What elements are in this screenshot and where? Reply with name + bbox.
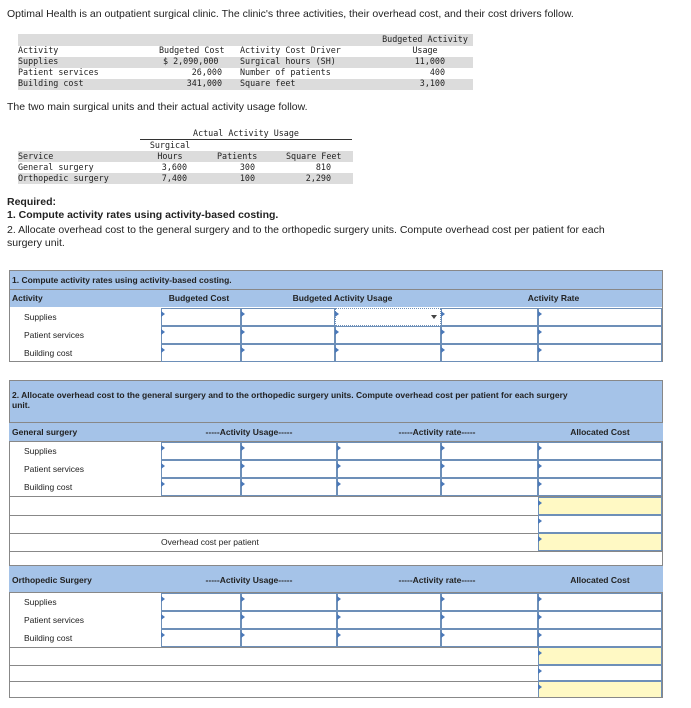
ortho-patient-usage-input[interactable] xyxy=(161,611,241,629)
patients-general: 300 xyxy=(239,162,255,172)
usage-building: 3,100 xyxy=(419,78,445,88)
general-supplies-rate-input[interactable] xyxy=(337,442,441,460)
ortho-per-patient-input[interactable] xyxy=(538,681,662,698)
hours-ortho: 7,400 xyxy=(161,173,187,183)
sqft-general: 810 xyxy=(315,162,331,172)
part1-row-building-cost: Building cost xyxy=(24,348,73,358)
ortho-row-building-cost: Building cost xyxy=(24,633,73,643)
budgeted-cost-header: Budgeted Cost xyxy=(159,45,225,55)
ortho-total-cost-input[interactable] xyxy=(538,647,662,665)
ortho-supplies-usage-input[interactable] xyxy=(161,593,241,611)
part1-patient-usage-input[interactable] xyxy=(241,326,335,344)
general-row-patient-services: Patient services xyxy=(24,464,84,474)
hours-general: 3,600 xyxy=(161,162,187,172)
overhead-per-patient-label: Overhead cost per patient xyxy=(161,537,259,547)
driver-building: Square feet xyxy=(240,78,296,88)
general-building-rate-input[interactable] xyxy=(337,478,441,496)
general-cost-header: Allocated Cost xyxy=(570,427,630,437)
part1-patient-rate-unit-input[interactable] xyxy=(538,326,662,344)
general-surgery-label: General surgery xyxy=(12,427,78,437)
driver-patient-services: Number of patients xyxy=(240,67,331,77)
general-patient-rate-unit-input[interactable] xyxy=(441,460,538,478)
activity-row-supplies: Supplies xyxy=(18,56,59,66)
usage-header-line2: Usage xyxy=(412,45,438,55)
cost-supplies: $ 2,090,000 xyxy=(163,56,219,66)
part1-building-rate-input[interactable] xyxy=(441,344,538,362)
surgical-header-line1: Surgical xyxy=(149,140,191,150)
part1-supplies-rate-input[interactable] xyxy=(441,308,538,326)
part1-supplies-usage-input[interactable] xyxy=(241,308,335,326)
part1-rate-header: Activity Rate xyxy=(527,293,580,303)
part1-patient-rate-input[interactable] xyxy=(441,326,538,344)
part1-building-cost-input[interactable] xyxy=(161,344,241,362)
activity-header: Activity xyxy=(18,45,59,55)
ortho-supplies-rate-unit-input[interactable] xyxy=(441,593,538,611)
part1-supplies-rate-unit-input[interactable] xyxy=(538,308,662,326)
ortho-building-rate-input[interactable] xyxy=(337,629,441,647)
part2-title-line1: 2. Allocate overhead cost to the general surgery and to the orthopedic surgery units. Compute overhead cost per patient for each surgery xyxy=(12,390,568,400)
service-orthopedic-surgery: Orthopedic surgery xyxy=(18,173,109,183)
required-title: Required: xyxy=(7,196,57,208)
ortho-patients-input[interactable] xyxy=(538,665,662,681)
general-building-cost-input[interactable] xyxy=(538,478,662,496)
chevron-down-icon xyxy=(431,315,437,319)
part1-budgeted-cost-header: Budgeted Cost xyxy=(168,293,230,303)
general-building-usage-unit-input[interactable] xyxy=(241,478,337,496)
general-patients-input[interactable] xyxy=(538,515,662,533)
general-building-rate-unit-input[interactable] xyxy=(441,478,538,496)
sqft-ortho: 2,290 xyxy=(305,173,331,183)
part1-row-patient-services: Patient services xyxy=(24,330,84,340)
general-building-usage-input[interactable] xyxy=(161,478,241,496)
activity-row-building-cost: Building cost xyxy=(18,78,84,88)
part1-patient-unit-input[interactable] xyxy=(335,326,441,344)
general-supplies-usage-unit-input[interactable] xyxy=(241,442,337,460)
ortho-building-rate-unit-input[interactable] xyxy=(441,629,538,647)
usage-group-header: Actual Activity Usage xyxy=(193,128,299,138)
general-patient-rate-input[interactable] xyxy=(337,460,441,478)
required-item-2-line1: 2. Allocate overhead cost to the general surgery and to the orthopedic surgery units. Compute overhead cost per patient for each xyxy=(7,224,605,236)
part1-supplies-unit-dropdown[interactable] xyxy=(335,308,441,326)
usage-supplies: 11,000 xyxy=(414,56,445,66)
cost-driver-header: Activity Cost Driver xyxy=(240,45,341,55)
general-per-patient-input[interactable] xyxy=(538,533,662,551)
part1-building-rate-unit-input[interactable] xyxy=(538,344,662,362)
ortho-supplies-usage-unit-input[interactable] xyxy=(241,593,337,611)
part1-title: 1. Compute activity rates using activity-based costing. xyxy=(12,275,232,285)
usage-intro-text: The two main surgical units and their actual activity usage follow. xyxy=(7,101,308,113)
ortho-building-usage-input[interactable] xyxy=(161,629,241,647)
ortho-row-patient-services: Patient services xyxy=(24,615,84,625)
part1-building-unit-input[interactable] xyxy=(335,344,441,362)
ortho-patient-rate-input[interactable] xyxy=(337,611,441,629)
general-total-cost-input[interactable] xyxy=(538,497,662,515)
usage-patient-services: 400 xyxy=(429,67,445,77)
part1-supplies-cost-input[interactable] xyxy=(161,308,241,326)
intro-text: Optimal Health is an outpatient surgical clinic. The clinic's three activities, their overhead cost, and their cost drivers follow. xyxy=(7,8,574,20)
ortho-patient-cost-input[interactable] xyxy=(538,611,662,629)
service-header: Service xyxy=(18,151,54,161)
driver-supplies: Surgical hours (SH) xyxy=(240,56,336,66)
patients-ortho: 100 xyxy=(239,173,255,183)
ortho-row-supplies: Supplies xyxy=(24,597,57,607)
ortho-building-cost-input[interactable] xyxy=(538,629,662,647)
general-rate-header: -----Activity rate----- xyxy=(398,427,476,437)
general-supplies-cost-input[interactable] xyxy=(538,442,662,460)
general-supplies-usage-input[interactable] xyxy=(161,442,241,460)
part2-title-line2: unit. xyxy=(12,400,30,410)
part1-usage-header: Budgeted Activity Usage xyxy=(292,293,393,303)
part2-title xyxy=(12,390,657,410)
general-patient-cost-input[interactable] xyxy=(538,460,662,478)
cost-building: 341,000 xyxy=(186,78,222,88)
ortho-patient-usage-unit-input[interactable] xyxy=(241,611,337,629)
required-item-1 xyxy=(7,209,278,221)
service-general-surgery: General surgery xyxy=(18,162,94,172)
general-supplies-rate-unit-input[interactable] xyxy=(441,442,538,460)
cost-patient-services: 26,000 xyxy=(191,67,222,77)
required-item-2-line2: surgery unit. xyxy=(7,237,65,249)
required-item-1-text: 1. Compute activity rates using activity-based costing. xyxy=(7,209,279,221)
general-patient-usage-unit-input[interactable] xyxy=(241,460,337,478)
part1-building-usage-input[interactable] xyxy=(241,344,335,362)
orthopedic-surgery-label: Orthopedic Surgery xyxy=(12,575,92,585)
general-row-supplies: Supplies xyxy=(24,446,57,456)
general-usage-header: -----Activity Usage----- xyxy=(205,427,293,437)
ortho-rate-header: -----Activity rate----- xyxy=(398,575,476,585)
ortho-usage-header: -----Activity Usage----- xyxy=(205,575,293,585)
ortho-patient-rate-unit-input[interactable] xyxy=(441,611,538,629)
square-feet-header: Square Feet xyxy=(286,151,342,161)
patients-header: Patients xyxy=(217,151,258,161)
ortho-building-usage-unit-input[interactable] xyxy=(241,629,337,647)
usage-header-line1: Budgeted Activity xyxy=(382,34,468,44)
surgical-header-line2: Hours xyxy=(157,151,183,161)
part1-patient-cost-input[interactable] xyxy=(161,326,241,344)
part1-row-supplies: Supplies xyxy=(24,312,57,322)
general-row-building-cost: Building cost xyxy=(24,482,73,492)
general-patient-usage-input[interactable] xyxy=(161,460,241,478)
ortho-supplies-rate-input[interactable] xyxy=(337,593,441,611)
ortho-supplies-cost-input[interactable] xyxy=(538,593,662,611)
ortho-cost-header: Allocated Cost xyxy=(570,575,630,585)
activity-row-patient-services: Patient services xyxy=(18,67,99,77)
part1-activity-header: Activity xyxy=(12,293,43,303)
